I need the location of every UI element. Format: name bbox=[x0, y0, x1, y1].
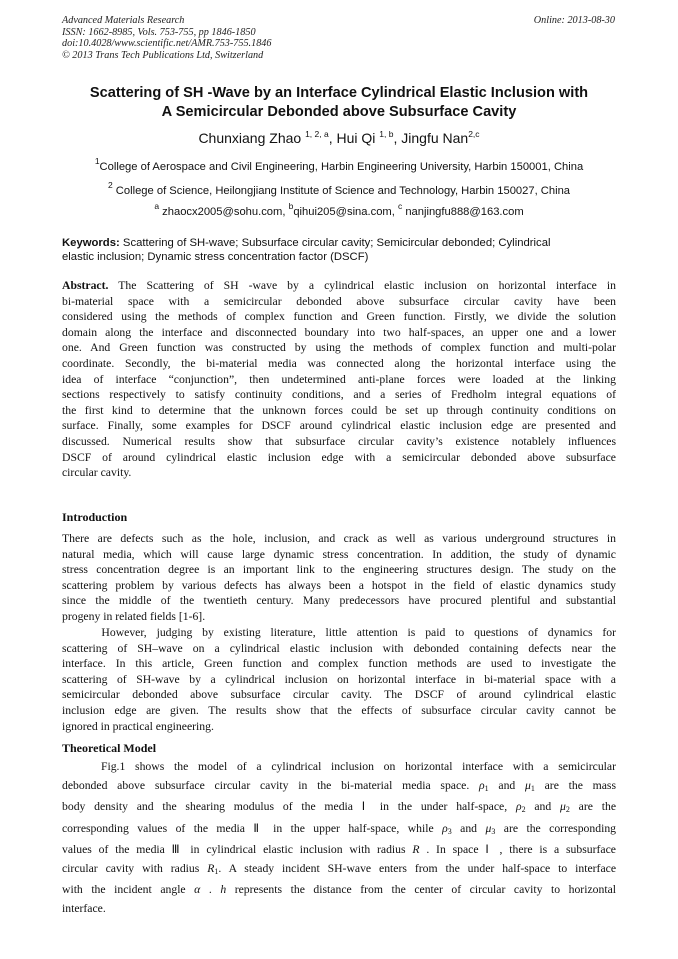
affiliation-2-text: College of Science, Heilongjiang Institute of Science and Technology, Harbin 150027, China bbox=[112, 185, 571, 197]
introduction-heading: Introduction bbox=[62, 510, 128, 524]
author-3: , Jingfu Nan bbox=[393, 130, 469, 146]
theory-text: . In space bbox=[419, 843, 486, 856]
h-symbol: h bbox=[220, 883, 227, 896]
theory-text: body density and the shearing modulus of the media bbox=[62, 800, 362, 813]
intro-line: There are defects such as the hole, inclusion, and crack as well as various underground structures in bbox=[62, 532, 616, 545]
subscript: 1 bbox=[530, 783, 535, 793]
title-line-2: A Semicircular Debonded above Subsurface Cavity bbox=[161, 104, 517, 120]
introduction-paragraph-2 bbox=[62, 625, 616, 734]
journal-meta bbox=[62, 15, 271, 61]
introduction-paragraph-1 bbox=[62, 531, 616, 625]
abstract-line: idea of interface “conjunction”, then undetermined anti-plane forces were loaded at the linking bbox=[62, 372, 616, 386]
theory-text: and bbox=[451, 821, 486, 835]
radius-symbol: R bbox=[412, 843, 420, 856]
affiliation-1 bbox=[40, 156, 638, 173]
theory-text: with the incident angle bbox=[62, 883, 195, 896]
theory-text: in cylindrical elastic inclusion with radius bbox=[183, 843, 413, 856]
theory-text: represents the distance from the center of circular cavity to horizontal bbox=[226, 883, 616, 896]
rho-symbol: ρ bbox=[479, 778, 485, 792]
abstract-line: surface. Finally, some examples for DSCF around cylindrical elastic inclusion edge are presented and bbox=[62, 419, 616, 433]
affiliation-1-text: College of Aerospace and Civil Engineering, Harbin Engineering University, Harbin 150001, China bbox=[99, 161, 584, 173]
mu-symbol: μ bbox=[525, 778, 531, 792]
affiliation-2-mark: 2 bbox=[107, 180, 113, 190]
affiliation-1-mark: 1 bbox=[94, 156, 100, 166]
intro-line: ignored in practical engineering. bbox=[62, 719, 214, 733]
intro-line: since the middle of the twentieth century. Many predecessors have procured plentiful and substantial bbox=[62, 594, 616, 608]
copyright-line: © 2013 Trans Tech Publications Ltd, Switzerland bbox=[62, 49, 264, 61]
abstract-line: DSCF of around cylindrical elastic inclusion edge with a semicircular debonded above subsurface bbox=[62, 450, 616, 464]
online-date: Online: 2013-08-30 bbox=[533, 15, 615, 26]
theory-line-6 bbox=[62, 860, 616, 882]
keywords bbox=[62, 236, 616, 264]
abstract-line: considered using the methods of complex function and Green function. Firstly, we divide the solution bbox=[62, 310, 616, 324]
theory-text: are the mass bbox=[534, 778, 616, 792]
subscript: 2 bbox=[521, 805, 526, 814]
abstract-line: the first kind to determine that the unknown forces could be set up through continuity conditions on bbox=[62, 403, 616, 417]
keywords-label: Keywords: bbox=[62, 237, 120, 249]
rho-symbol: ρ bbox=[442, 821, 448, 835]
email-b-mark: b bbox=[288, 201, 294, 211]
theory-text: . A steady incident SH-wave enters from the under half-space to interface bbox=[218, 861, 616, 875]
subscript: 1 bbox=[484, 783, 489, 793]
intro-line: scattering of SH-wave by a cylindrical inclusion on horizontal interface in bi-material space with a bbox=[62, 672, 616, 686]
intro-line: semicircular debonded above subsurface circular cavity. The DSCF of around cylindrical elastic bbox=[62, 688, 616, 702]
theory-line-7 bbox=[62, 881, 616, 900]
rho-symbol: ρ bbox=[515, 800, 522, 813]
email-a-mark: a bbox=[154, 201, 160, 211]
email-a: zhaocx2005@sohu.com, bbox=[159, 206, 289, 218]
intro-line: inclusion edge are given. The results show that the effects of subsurface circular cavity cannot be bbox=[62, 703, 616, 717]
abstract-line: discussed. Numerical results show that subsurface circular cavity’s existence notablely influences bbox=[62, 434, 616, 448]
theory-text: and bbox=[525, 800, 561, 813]
intro-line: scattering problem by various defects has always been a hotspot in the field of elastic dynamics study bbox=[62, 578, 616, 592]
theory-text: in the upper half-space, while bbox=[264, 821, 443, 835]
theory-text: circular cavity with radius bbox=[62, 861, 208, 875]
email-line bbox=[40, 201, 638, 218]
abstract-label: Abstract. bbox=[62, 279, 109, 292]
abstract-text: The Scattering of SH -wave by a cylindrical elastic inclusion on horizontal interface in bbox=[108, 279, 616, 292]
issn-line: ISSN: 1662-8985, Vols. 753-755, pp 1846-1850 bbox=[62, 26, 256, 38]
theory-line-3 bbox=[62, 798, 616, 820]
author-list bbox=[40, 129, 638, 146]
theory-line-4 bbox=[62, 820, 616, 842]
theory-text: are the bbox=[569, 800, 616, 813]
affiliation-2 bbox=[40, 180, 638, 197]
doi-line: doi:10.4028/www.scientific.net/AMR.753-755.1846 bbox=[62, 38, 272, 50]
mu-symbol: μ bbox=[485, 821, 492, 835]
paper-title bbox=[40, 84, 638, 122]
author-1-affil: 1, 2, a bbox=[305, 129, 329, 139]
theory-text: are the corresponding bbox=[495, 821, 616, 835]
theory-text: debonded above subsurface circular cavity in the bi-material media space. bbox=[62, 778, 480, 792]
intro-line: progeny in related fields [1-6]. bbox=[62, 609, 206, 623]
theory-line-1: Fig.1 shows the model of a cylindrical inclusion on horizontal interface with a semicircular bbox=[62, 760, 616, 773]
media-three-symbol: Ⅲ bbox=[171, 843, 184, 856]
subscript: 1 bbox=[214, 866, 219, 876]
abstract-line bbox=[62, 278, 616, 294]
intro-line: natural media, which will cause large dynamic stress concentration. In addition, the study of dynamic bbox=[62, 547, 616, 561]
intro-line: scattering of SH–wave on a cylindrical elastic inclusion with debonded containing defects near the bbox=[62, 641, 616, 655]
abstract-line: circular cavity. bbox=[62, 466, 132, 480]
title-line-1: Scattering of SH -Wave by an Interface Cylindrical Elastic Inclusion with bbox=[89, 85, 589, 101]
author-2-affil: 1, b bbox=[379, 129, 394, 139]
theory-text: and bbox=[488, 778, 525, 792]
abstract bbox=[62, 278, 616, 481]
keywords-line-2: elastic inclusion; Dynamic stress concentration factor (DSCF) bbox=[62, 251, 369, 263]
abstract-line: sections respectively to satisfy continuity conditions, and a series of Fredholm integral equations of bbox=[62, 388, 616, 402]
keywords-line-1: Scattering of SH-wave; Subsurface circular cavity; Semicircular debonded; Cylindrical bbox=[119, 237, 551, 249]
theory-line-2 bbox=[62, 777, 616, 799]
subscript: 2 bbox=[565, 805, 570, 814]
alpha-symbol: α bbox=[194, 883, 201, 896]
author-3-affil: 2,c bbox=[468, 129, 480, 139]
media-two-symbol: Ⅱ bbox=[253, 821, 265, 835]
media-one-symbol: Ⅰ bbox=[361, 800, 372, 813]
email-c: nanjingfu888@163.com bbox=[402, 206, 524, 218]
author-2: , Hui Qi bbox=[328, 130, 376, 146]
mu-symbol: μ bbox=[560, 800, 566, 813]
cavity-radius-symbol: R bbox=[207, 861, 215, 875]
abstract-line: bi-material space with a semicircular debonded above subsurface circular cavity have been bbox=[62, 294, 616, 308]
theory-line-8: interface. bbox=[62, 901, 106, 915]
media-one-symbol: Ⅰ bbox=[485, 843, 493, 856]
email-c-mark: c bbox=[397, 201, 403, 211]
theory-text: , there is a subsurface bbox=[492, 843, 616, 856]
journal-name: Advanced Materials Research bbox=[62, 15, 185, 26]
theory-text: corresponding values of the media bbox=[62, 821, 254, 835]
abstract-line: domain along the interface and disconnected boundary into two half-spaces, an upper one and a lower bbox=[62, 325, 616, 339]
abstract-line: one. And Green function was constructed by using the methods of complex function and multi-polar bbox=[62, 341, 616, 355]
intro-line: stress concentration degree is an important link to the engineering structures design. The study on the bbox=[62, 563, 616, 577]
subscript: 3 bbox=[447, 826, 452, 836]
intro-line: However, judging by existing literature, little attention is paid to questions of dynamics for bbox=[62, 626, 616, 639]
author-1: Chunxiang Zhao bbox=[198, 130, 302, 146]
subscript: 3 bbox=[491, 826, 496, 836]
abstract-line: coordinate. Secondly, the bi-material media was connected along the horizontal interface using the bbox=[62, 356, 616, 370]
theoretical-model-paragraph bbox=[62, 758, 616, 918]
theoretical-model-heading: Theoretical Model bbox=[62, 741, 157, 755]
theory-text: values of the media bbox=[62, 843, 172, 856]
intro-line: interface. In this article, Green function and complex function methods are used to investigate the bbox=[62, 657, 616, 671]
theory-line-5 bbox=[62, 841, 616, 860]
theory-text: . bbox=[200, 883, 221, 896]
email-b: qihui205@sina.com, bbox=[293, 206, 398, 218]
theory-text: in the under half-space, bbox=[371, 800, 516, 813]
